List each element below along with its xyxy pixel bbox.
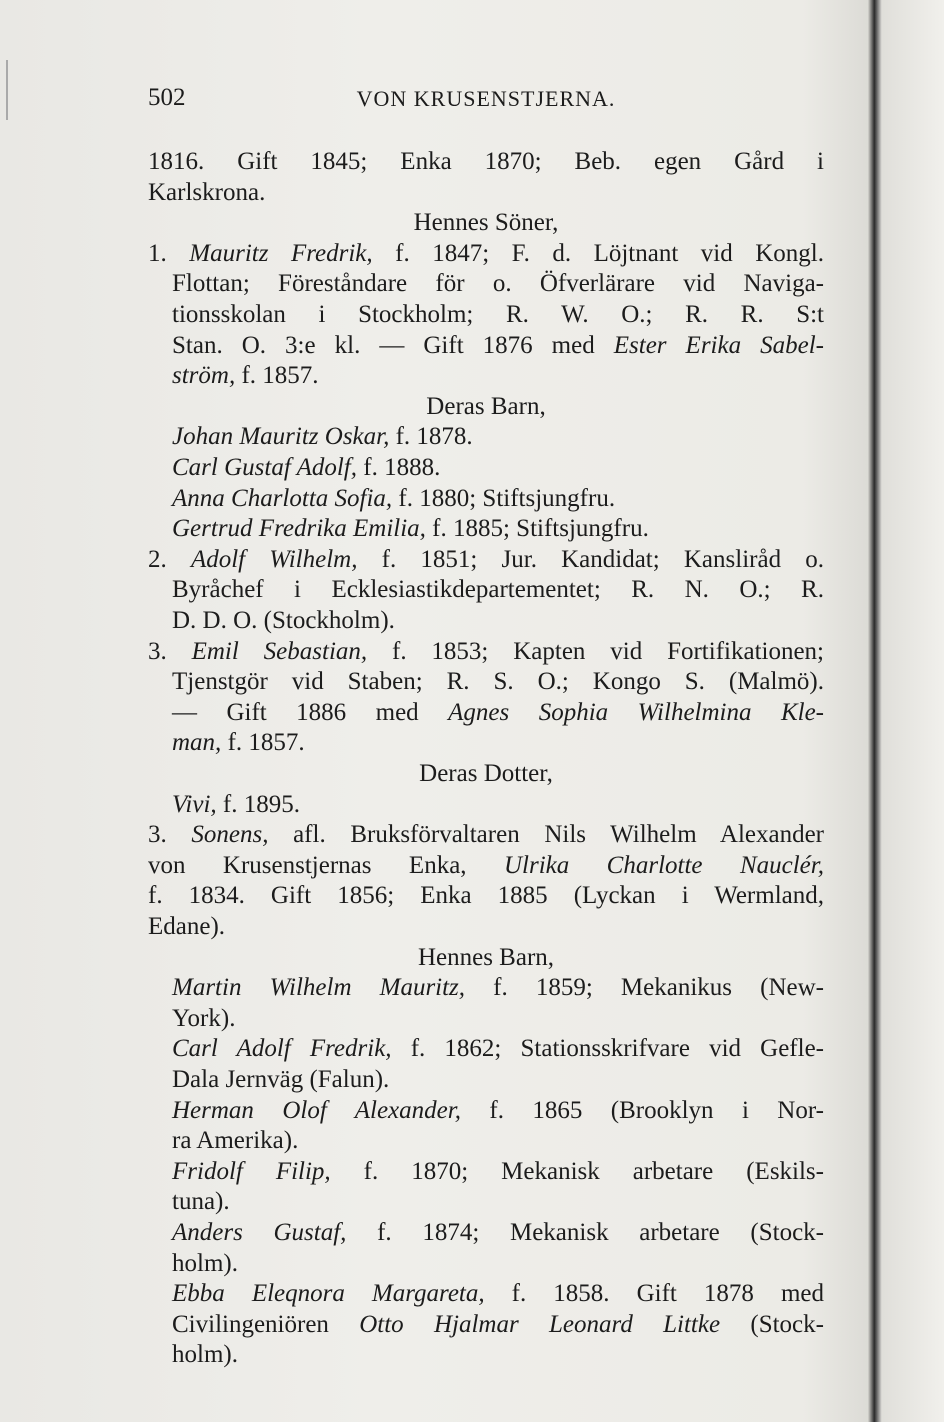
text-line: [172, 300, 824, 330]
text-segment: f. 1888.: [357, 454, 441, 481]
text-line: [172, 606, 824, 636]
text-line: [172, 422, 824, 452]
text-segment: f. 1870; Mekanisk arbetare (Eskils-: [330, 1157, 824, 1185]
person-name: Agnes Sophia Wilhelmina Kle-: [448, 698, 824, 726]
text-line: [148, 851, 824, 881]
text-line: [148, 178, 824, 208]
text-segment: f. 1834. Gift 1856; Enka 1885 (Lyckan i Wermland,: [148, 882, 824, 910]
person-name: man,: [172, 729, 222, 757]
person-name: Fridolf Filip,: [172, 1157, 331, 1185]
text-segment: (Stock-: [720, 1310, 824, 1338]
text-line: [172, 728, 824, 758]
text-segment: f. 1847; F. d. Löjtnant vid Kongl.: [372, 239, 825, 267]
text-segment: f. 1851; Jur. Kandidat; Kansliråd o.: [357, 545, 824, 573]
text-segment: f. 1895.: [216, 790, 300, 818]
text-line: [172, 698, 824, 728]
text-segment: Civilingeniören: [172, 1310, 360, 1338]
text-line: [172, 1004, 824, 1034]
text-segment: ra Amerika).: [172, 1127, 299, 1155]
text-line: [172, 453, 824, 483]
text-segment: 3.: [148, 821, 192, 849]
text-segment: Hennes Barn,: [417, 943, 555, 971]
text-segment: tuna).: [172, 1188, 230, 1216]
person-name: Herman Olof Alexander,: [172, 1096, 461, 1124]
text-segment: Flottan; Föreståndare för o. Öfverlärare vid Naviga-: [172, 270, 824, 298]
section-heading: [148, 759, 824, 789]
text-segment: 3.: [148, 637, 192, 665]
person-name: Adolf Wilhelm,: [190, 545, 358, 573]
person-name: Otto Hjalmar Leonard Littke: [359, 1310, 721, 1338]
text-line: [172, 1096, 824, 1126]
text-segment: f. 1878.: [389, 423, 473, 451]
running-title: VON KRUSENSTJERNA.: [356, 86, 616, 111]
text-segment: f. 1857.: [221, 729, 305, 757]
text-segment: Byråchef i Ecklesiastikdepartementet; R. N. O.; R.: [172, 576, 824, 604]
person-name: Gertrud Fredrika Emilia,: [172, 515, 426, 543]
text-segment: Edane).: [148, 913, 226, 940]
text-line: [172, 973, 824, 1003]
text-segment: von Krusenstjernas Enka,: [148, 851, 504, 879]
book-gutter: [868, 0, 882, 1422]
text-line: [148, 637, 824, 667]
text-segment: afl. Bruksförvaltaren Nils Wilhelm Alexander: [268, 821, 824, 849]
text-line: [148, 147, 824, 177]
text-line: [172, 1249, 824, 1279]
page-number: 502: [148, 84, 186, 111]
text-line: [172, 1187, 824, 1217]
person-name: Ebba Eleqnora Margareta,: [172, 1280, 485, 1308]
text-segment: f. 1859; Mekanikus (New-: [465, 974, 824, 1002]
text-segment: Tjenstgör vid Staben; R. S. O.; Kongo S. (Malmö).: [172, 668, 824, 696]
text-line: [148, 545, 824, 575]
text-line: [148, 239, 824, 269]
person-name: Ester Erika Sabel-: [613, 331, 824, 359]
person-name: Vivi,: [172, 790, 217, 818]
person-name: Emil Sebastian,: [191, 637, 368, 665]
text-segment: Stan. O. 3:e kl. — Gift 1876 med: [172, 331, 614, 359]
text-segment: 2.: [148, 545, 191, 573]
text-segment: f. 1874; Mekanisk arbetare (Stock-: [346, 1219, 825, 1246]
text-segment: York).: [172, 1004, 236, 1032]
person-name: Mauritz Fredrik,: [189, 239, 373, 267]
text-segment: Dala Jernväg (Falun).: [172, 1066, 390, 1093]
text-segment: f. 1857.: [235, 362, 319, 390]
section-heading: [148, 943, 824, 973]
person-name: Martin Wilhelm Mauritz,: [172, 974, 466, 1002]
text-segment: holm).: [172, 1341, 238, 1369]
text-line: [172, 1310, 824, 1340]
text-line: [172, 484, 824, 514]
text-line: [172, 269, 824, 299]
text-segment: f. 1862; Stationsskrifvare vid Gefle-: [391, 1035, 825, 1063]
person-name: Johan Mauritz Oskar,: [172, 423, 390, 451]
text-line: [172, 331, 824, 361]
text-segment: 1816. Gift 1845; Enka 1870; Beb. egen Gård i: [148, 148, 824, 175]
text-line: [172, 790, 824, 820]
text-line: [148, 820, 824, 850]
page-edge-mark: [6, 60, 8, 120]
text-segment: 1.: [148, 239, 190, 267]
person-name: Anna Charlotta Sofia,: [172, 484, 393, 512]
text-segment: D. D. O. (Stockholm).: [172, 607, 395, 634]
text-line: [172, 514, 824, 544]
text-segment: f. 1858. Gift 1878 med: [484, 1280, 824, 1308]
text-segment: tionsskolan i Stockholm; R. W. O.; R. R. S:t: [172, 301, 824, 328]
text-line: [172, 1218, 824, 1248]
page-header: [148, 84, 824, 120]
person-name: Ulrika Charlotte Nauclér,: [503, 851, 824, 879]
text-line: [172, 1065, 824, 1095]
text-line: [148, 881, 824, 911]
text-segment: f. 1880; Stiftsjungfru.: [392, 484, 616, 512]
text-line: [148, 912, 824, 942]
text-line: [172, 1126, 824, 1156]
section-heading: [148, 392, 824, 422]
text-segment: f. 1885; Stiftsjungfru.: [425, 515, 649, 543]
text-line: [172, 1157, 824, 1187]
text-segment: Karlskrona.: [148, 178, 266, 206]
text-segment: f. 1865 (Brooklyn i Nor-: [460, 1096, 824, 1124]
text-line: [172, 1279, 824, 1309]
person-name: Carl Gustaf Adolf,: [172, 454, 357, 481]
text-segment: — Gift 1886 med: [172, 698, 449, 726]
text-segment: f. 1853; Kapten vid Fortifikationen;: [367, 637, 825, 665]
section-heading: [148, 208, 824, 238]
text-line: [172, 1340, 824, 1370]
person-name: Anders Gustaf,: [172, 1219, 347, 1246]
text-line: [172, 1034, 824, 1064]
text-segment: Deras Barn,: [426, 392, 546, 420]
person-name: Carl Adolf Fredrik,: [172, 1035, 392, 1063]
person-name: ström,: [172, 362, 236, 390]
text-segment: Hennes Söner,: [413, 209, 559, 237]
text-segment: holm).: [172, 1249, 238, 1277]
person-name: Sonens,: [191, 821, 269, 849]
text-line: [172, 575, 824, 605]
text-segment: Deras Dotter,: [419, 760, 553, 787]
text-line: [172, 667, 824, 697]
text-line: [172, 361, 824, 391]
